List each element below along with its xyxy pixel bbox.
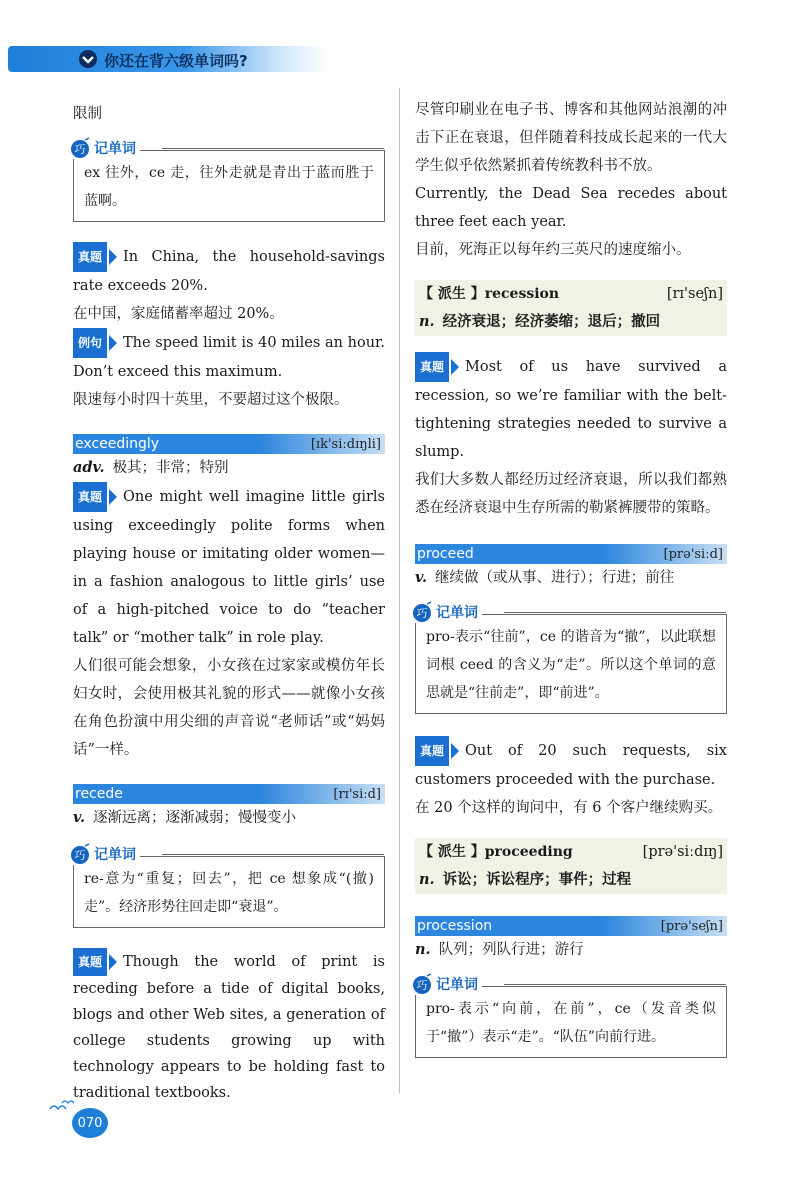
arrow-right-icon — [109, 249, 117, 265]
real-en: Most of us have survived a recession, so we’re familiar with the belt-tightening strategies needed to survive a slump. — [415, 359, 727, 460]
arrow-right-icon — [109, 489, 117, 505]
word-bar-exceedingly — [73, 434, 385, 454]
example-label: 例句 — [73, 328, 107, 358]
word: proceed — [417, 546, 474, 562]
memo-box — [415, 977, 727, 1058]
memo-text: pro-表示“向前，在前”，ce（发音类似于“撤”）表示“走”。“队伍”向前行进。 — [426, 1001, 716, 1045]
arrow-right-icon — [109, 335, 117, 351]
deriv-label: 【 派生 】 — [419, 286, 485, 302]
real-badge — [73, 482, 117, 512]
memo-box — [415, 605, 727, 714]
part-of-speech: v. — [73, 809, 86, 826]
real-zh: 在中国，家庭储蓄率超过 20%。 — [73, 306, 284, 322]
arrow-right-icon — [109, 954, 117, 970]
real-sentence — [73, 482, 385, 652]
memo-tag — [410, 973, 482, 995]
meaning-text: 极其；非常；特别 — [112, 460, 229, 476]
meaning — [73, 804, 385, 832]
part-of-speech: n. — [419, 313, 435, 330]
derived-proceeding — [415, 838, 727, 894]
real-sentence — [415, 352, 727, 466]
real-label: 真题 — [415, 352, 449, 382]
header-title: 你还在背六级单词吗? — [104, 52, 248, 70]
real-badge — [73, 948, 117, 976]
meaning-text: 队列；列队行进；游行 — [438, 942, 584, 958]
word: procession — [417, 918, 493, 934]
memo-tag — [68, 137, 140, 159]
word-bar-procession — [415, 916, 727, 936]
memo-box — [73, 847, 385, 928]
memo-rule — [504, 612, 726, 613]
column-divider — [399, 88, 400, 1093]
memo-rule — [504, 984, 726, 985]
meaning-text: 诉讼；诉讼程序；事件；过程 — [442, 871, 632, 888]
word-bar-recede — [73, 784, 385, 804]
meaning — [73, 454, 385, 482]
real-label: 真题 — [73, 948, 107, 976]
part-of-speech: v. — [415, 569, 428, 586]
example-zh: 限速每小时四十英里，不要超过这个极限。 — [73, 392, 349, 408]
part-of-speech: n. — [419, 871, 435, 888]
real-en: One might well imagine little girls using exceedingly polite forms when playing house or imitating older women—in a fashion analogous to little girls’ use of a high-pitched voice to do “teacher talk” or “mother talk” in role play. — [73, 489, 385, 646]
derived-word — [419, 280, 559, 308]
real-sentence — [415, 736, 727, 794]
memo-icon — [70, 137, 92, 159]
page-number: 070 — [72, 1108, 108, 1138]
memo-label: 记单词 — [436, 605, 478, 621]
example-sentence — [73, 328, 385, 386]
memo-label: 记单词 — [94, 847, 136, 863]
example-en: The speed limit is 40 miles an hour. Don’t exceed this maximum. — [73, 335, 385, 380]
recede-zh2: 目前，死海正以每年约三英尺的速度缩小。 — [415, 242, 691, 258]
phonetic: [prə'seʃn] — [660, 918, 723, 934]
real-badge — [415, 736, 459, 766]
memo-text: ex 往外，ce 走，往外走就是青出于蓝而胜于蓝啊。 — [84, 165, 374, 209]
real-sentence — [73, 242, 385, 300]
chevron-down-icon — [78, 49, 98, 69]
real-zh: 在 20 个这样的询问中，有 6 个客户继续购买。 — [415, 800, 723, 816]
svg-text:巧: 巧 — [74, 849, 86, 862]
memo-tag — [68, 843, 140, 865]
memo-rule — [162, 854, 384, 855]
memo-text: pro-表示“往前”，ce 的谐音为“撤”，以此联想词根 ceed 的含义为“走”。所以这个单词的意思就是“往前走”，即“前进”。 — [426, 629, 716, 701]
recede-zh: 尽管印刷业在电子书、博客和其他网站浪潮的冲击下正在衰退，但伴随着科技成长起来的一代大学生似乎依然紧抓着传统教科书不放。 — [415, 102, 727, 174]
real-zh: 我们大多数人都经历过经济衰退，所以我们都熟悉在经济衰退中生存所需的勒紧裤腰带的策略。 — [415, 472, 727, 516]
phonetic: [rɪ'siːd] — [333, 786, 381, 802]
real-en: Out of 20 such requests, six customers proceeded with the purchase. — [415, 743, 727, 788]
page-header — [0, 46, 800, 76]
left-column — [73, 100, 385, 1106]
phonetic: [prə'siːdɪŋ] — [642, 844, 723, 860]
example-badge — [73, 328, 117, 358]
deriv-label: 【 派生 】 — [419, 844, 485, 860]
real-en: In China, the household-savings rate exceeds 20%. — [73, 249, 385, 294]
word: recession — [484, 286, 560, 302]
word: proceeding — [484, 844, 573, 860]
svg-text:巧: 巧 — [416, 979, 428, 992]
real-label: 真题 — [73, 482, 107, 512]
memo-icon — [70, 843, 92, 865]
word: recede — [75, 786, 123, 802]
part-of-speech: adv. — [73, 459, 105, 476]
memo-tag — [410, 601, 482, 623]
real-badge — [73, 242, 117, 272]
meaning — [415, 564, 727, 592]
meaning-text: 逐渐远离；逐渐减弱；慢慢变小 — [93, 810, 297, 826]
real-badge — [415, 352, 459, 382]
derived-recession — [415, 280, 727, 336]
arrow-right-icon — [451, 359, 459, 375]
phonetic: [prə'siːd] — [663, 546, 723, 562]
memo-box — [73, 141, 385, 222]
svg-text:巧: 巧 — [416, 607, 428, 620]
recede-en: Currently, the Dead Sea recedes about three feet each year. — [415, 186, 727, 230]
meaning-text: 经济衰退；经济萎缩；退后；撤回 — [442, 313, 661, 330]
word-bar-proceed — [415, 544, 727, 564]
real-en: Though the world of print is receding before a tide of digital books, blogs and other Web sites, a generation of college students growing up with technology appears to be holding fast to traditional textbooks. — [73, 954, 385, 1101]
right-column — [415, 96, 727, 1058]
meaning — [415, 936, 727, 964]
real-zh: 人们很可能会想象，小女孩在过家家或模仿年长妇女时，会使用极其礼貌的形式——就像小女孩在角色扮演中用尖细的声音说“老师话”或“妈妈话”一样。 — [73, 658, 385, 758]
arrow-right-icon — [451, 743, 459, 759]
memo-rule — [162, 148, 384, 149]
phonetic: [rɪ'seʃn] — [666, 286, 723, 302]
real-sentence — [73, 948, 385, 1106]
real-label: 真题 — [415, 736, 449, 766]
svg-text:巧: 巧 — [74, 143, 86, 156]
memo-icon — [412, 601, 434, 623]
memo-label: 记单词 — [436, 977, 478, 993]
memo-text: re-意为“重复；回去”，把 ce 想象成“(撤)走”。经济形势往回走即“衰退”。 — [84, 871, 374, 915]
memo-icon — [412, 973, 434, 995]
birds-icon — [48, 1095, 78, 1115]
part-of-speech: n. — [415, 941, 431, 958]
memo-label: 记单词 — [94, 141, 136, 157]
derived-word — [419, 838, 573, 866]
top-text: 限制 — [73, 106, 102, 122]
real-label: 真题 — [73, 242, 107, 272]
phonetic: [ɪk'siːdɪŋli] — [310, 436, 381, 452]
meaning-text: 继续做（或从事、进行）；行进；前往 — [435, 570, 675, 586]
word: exceedingly — [75, 436, 160, 452]
